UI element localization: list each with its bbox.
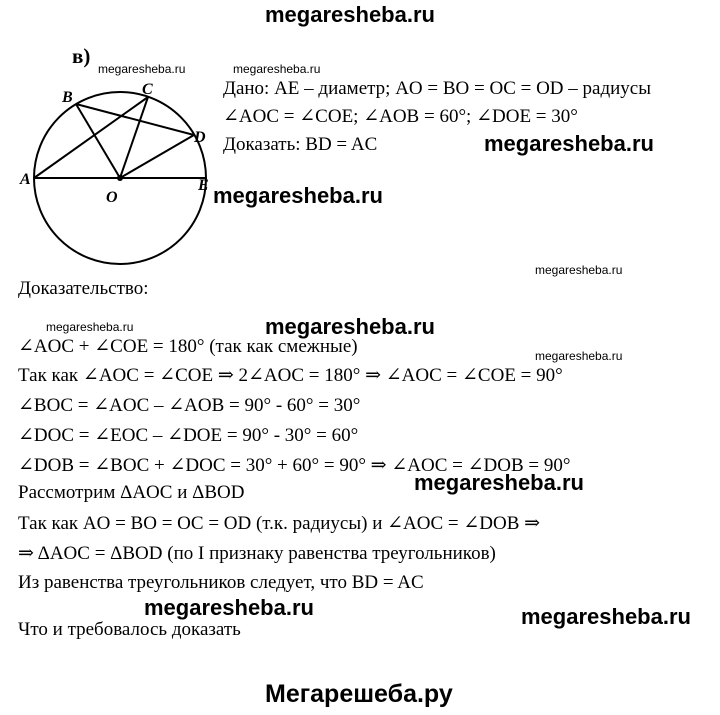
watermark-big-bottom-right: megaresheba.ru bbox=[521, 604, 691, 629]
proof-heading: Доказательство: bbox=[18, 278, 149, 299]
proof-line-4: ∠DOC = ∠EOC – ∠DOE = 90° - 30° = 60° bbox=[18, 425, 359, 446]
label-e: E bbox=[198, 177, 209, 194]
label-o: O bbox=[106, 189, 118, 206]
proof-line-5: ∠DOB = ∠BOC + ∠DOC = 30° + 60° = 90° ⇒ ∠AOC = ∠DOB = 90° bbox=[18, 455, 571, 476]
segment-oc bbox=[120, 97, 148, 178]
proof-line-2: Так как ∠AOC = ∠COE ⇒ 2∠AOC = 180° ⇒ ∠AOC = ∠COE = 90° bbox=[18, 365, 563, 386]
proof-line-7: Так как AO = BO = OC = OD (т.к. радиусы) и ∠AOC = ∠DOB ⇒ bbox=[18, 513, 541, 534]
proof-conclusion: Что и требовалось доказать bbox=[18, 619, 241, 640]
proof-line-9: Из равенства треугольников следует, что BD = AC bbox=[18, 572, 424, 593]
header-watermark: megaresheba.ru bbox=[265, 2, 435, 27]
proof-line-3: ∠BOC = ∠AOC – ∠AOB = 90° - 60° = 30° bbox=[18, 395, 361, 416]
center-point bbox=[117, 175, 123, 181]
footer-brand: Мегарешеба.ру bbox=[265, 680, 453, 708]
proof-line-6: Рассмотрим ΔAOC и ΔBOD bbox=[18, 482, 245, 503]
watermark-small-5: megaresheba.ru bbox=[535, 349, 623, 363]
proof-line-1: ∠AOC + ∠COE = 180° (так как смежные) bbox=[18, 336, 358, 357]
watermark-big-mid: megaresheba.ru bbox=[414, 470, 584, 495]
segment-bd bbox=[76, 104, 194, 135]
circle-diagram bbox=[18, 70, 218, 270]
segment-ac bbox=[34, 97, 148, 178]
segment-ob bbox=[76, 104, 120, 178]
label-c: C bbox=[142, 81, 153, 98]
given-line-3: Доказать: BD = AC bbox=[223, 134, 378, 155]
label-a: A bbox=[20, 171, 31, 188]
proof-line-8: ⇒ ΔAOC = ΔBOD (по I признаку равенства треугольников) bbox=[18, 543, 496, 564]
given-line-1: Дано: AE – диаметр; AO = BO = OC = OD – радиусы bbox=[223, 78, 651, 99]
watermark-big-figure: megaresheba.ru bbox=[213, 183, 383, 208]
watermark-big-proof: megaresheba.ru bbox=[265, 314, 435, 339]
label-b: B bbox=[62, 89, 73, 106]
given-line-2: ∠AOC = ∠COE; ∠AOB = 60°; ∠DOE = 30° bbox=[223, 106, 578, 127]
part-label: в) bbox=[72, 44, 91, 68]
watermark-small-4: megaresheba.ru bbox=[46, 320, 134, 334]
watermark-small-1: megaresheba.ru bbox=[98, 62, 186, 76]
segment-od bbox=[120, 135, 194, 178]
watermark-small-3: megaresheba.ru bbox=[535, 263, 623, 277]
label-d: D bbox=[194, 129, 206, 146]
watermark-small-2: megaresheba.ru bbox=[233, 62, 321, 76]
watermark-big-bottom-left: megaresheba.ru bbox=[144, 595, 314, 620]
watermark-big-right: megaresheba.ru bbox=[484, 131, 654, 156]
